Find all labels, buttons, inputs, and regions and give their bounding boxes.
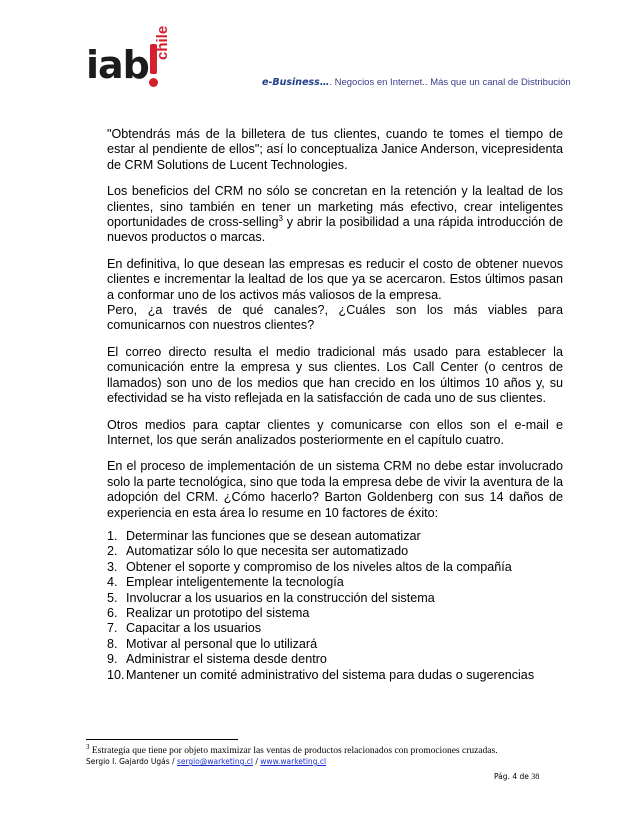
list-item	[107, 591, 563, 606]
list-item-number: 3.	[107, 559, 118, 574]
paragraph: En definitiva, lo que desean las empresas es reducir el costo de obtener nuevos clientes e incrementar la lealtad de los que ya se acercaron. Estos últimos pasan a conformar uno de los activos más valiosos de la empresa.	[107, 256, 563, 302]
author-email-link[interactable]: sergio@warketing.cl	[176, 757, 253, 766]
list-item-number: 9.	[107, 652, 118, 667]
list-item-number: 2.	[107, 544, 118, 559]
list-item-number: 4.	[107, 575, 118, 590]
success-factors-list	[107, 529, 563, 683]
author-separator: /	[253, 757, 261, 766]
document-body	[107, 127, 563, 683]
paragraph: El correo directo resulta el medio tradicional más usado para establecer la comunicación entre la empresa y sus clientes. Los Call Center (o centros de llamados) son uno de los medios que han crecido en los últimos 10 años y, su efectividad se ha visto reflejada en la satisfacción de cada uno de sus clientes.	[107, 344, 563, 406]
page-number	[494, 772, 539, 781]
list-item-number: 8.	[107, 636, 118, 651]
list-item-text: Emplear inteligentemente la tecnología	[126, 575, 344, 590]
list-item	[107, 606, 563, 621]
footnote-ref: 3	[278, 213, 283, 223]
list-item-text: Obtener el soporte y compromiso de los niveles altos de la compañía	[126, 559, 512, 574]
iab-chile-logo	[86, 25, 186, 90]
page-total: 38	[531, 772, 540, 781]
list-item-number: 1.	[107, 528, 118, 543]
list-item-text: Involucrar a los usuarios en la construcción del sistema	[126, 590, 435, 605]
paragraph-text: y abrir la posibilidad a una rápida introducción de nuevos productos o marcas.	[107, 215, 563, 245]
list-item	[107, 544, 563, 559]
list-item	[107, 575, 563, 590]
list-item	[107, 529, 563, 544]
list-item-text: Realizar un prototipo del sistema	[126, 605, 310, 620]
paragraph: Pero, ¿a través de qué canales?, ¿Cuáles son los más viables para comunicarnos con nuestros clientes?	[107, 303, 563, 333]
list-item-number: 7.	[107, 621, 118, 636]
page-header-title	[262, 77, 571, 88]
list-item	[107, 560, 563, 575]
footnote-text: Estrategia que tiene por objeto maximizar las ventas de productos relacionados con promociones cruzadas.	[89, 746, 498, 757]
list-item-number: 6.	[107, 605, 118, 620]
list-item-text: Mantener un comité administrativo del sistema para dudas o sugerencias	[126, 667, 535, 682]
list-item-number: 5.	[107, 590, 118, 605]
list-item-text: Determinar las funciones que se desean automatizar	[126, 528, 421, 543]
list-item-text: Automatizar sólo lo que necesita ser automatizado	[126, 544, 409, 559]
logo-exclamation-dot	[149, 78, 158, 87]
paragraph: "Obtendrás más de la billetera de tus clientes, cuando te tomes el tiempo de estar al pendiente de ellos"; así lo conceptualiza Janice Anderson, vicepresidenta de CRM Solutions de Lucent Technologies.	[107, 127, 563, 172]
footnote-divider	[86, 739, 238, 740]
header-brand: e-Business…	[262, 77, 330, 88]
footnote	[86, 741, 556, 757]
logo-suffix: chile	[154, 25, 171, 60]
page-label: Pág.	[494, 772, 510, 781]
list-item-text: Capacitar a los usuarios	[126, 621, 262, 636]
list-item-text: Administrar el sistema desde dentro	[126, 652, 327, 667]
author-name: Sergio I. Gajardo Ugás /	[86, 757, 177, 766]
list-item-text: Motivar al personal que lo utilizará	[126, 636, 318, 651]
logo-text: iab	[86, 43, 149, 87]
footnote-mark: 3	[86, 743, 90, 751]
list-item	[107, 652, 563, 667]
list-item-number: 10.	[107, 667, 125, 682]
page-current: 4	[512, 772, 518, 781]
page-of: de	[519, 772, 529, 781]
list-item	[107, 621, 563, 636]
paragraph-text: Los beneficios del CRM no sólo se concretan en la retención y la lealtad de los clientes, sino también en tener un marketing más efectivo, crear inteligentes oportunidades de cross-selling	[107, 184, 563, 230]
website-link[interactable]: www.warketing.cl	[260, 757, 327, 766]
list-item	[107, 668, 563, 683]
list-item	[107, 637, 563, 652]
paragraph	[107, 184, 563, 246]
paragraph: Otros medios para captar clientes y comunicarse con ellos son el e-mail e Internet, los que serán analizados posteriormente en el capítulo cuatro.	[107, 417, 563, 447]
author-line	[86, 757, 326, 766]
paragraph: En el proceso de implementación de un sistema CRM no debe estar involucrado solo la parte tecnológica, sino que toda la empresa debe de vivir la aventura de la adopción del CRM. ¿Cómo hacerlo? Barton Goldenberg con sus 14 daños de experiencia en esta área lo resume en 10 factores de éxito:	[107, 459, 563, 520]
header-subtitle: . Negocios en Internet.. Más que un canal de Distribución	[329, 77, 571, 88]
